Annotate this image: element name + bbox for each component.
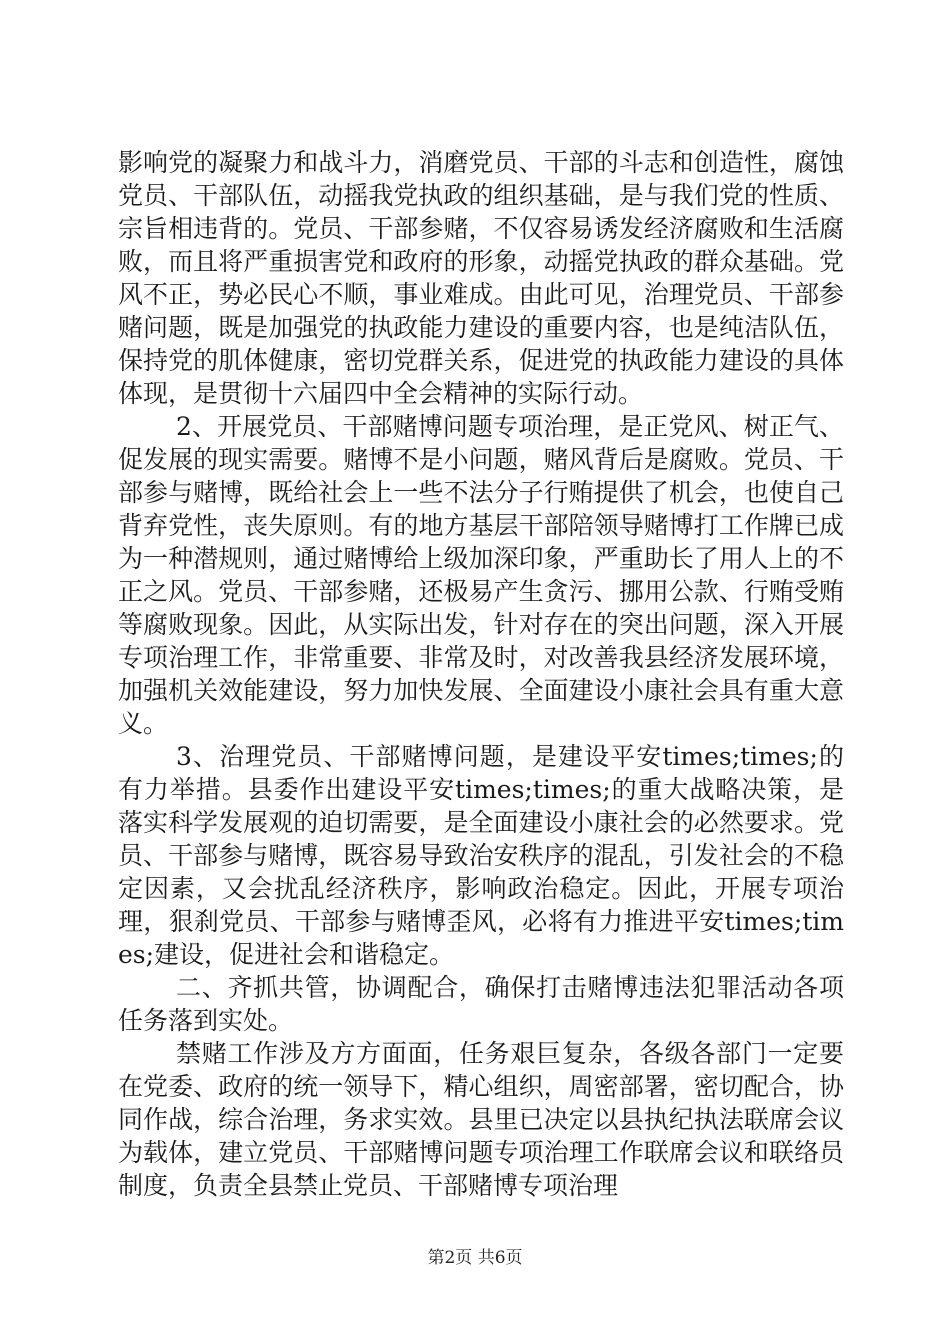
paragraph-5: 禁赌工作涉及方方面面，任务艰巨复杂，各级各部门一定要在党委、政府的统一领导下，精心组织，周密部署，密切配合，协同作战，综合治理，务求实效。县里已决定以县执纪执法联席会议为载体，建立党员、干部赌博问题专项治理工作联席会议和联络员制度，负责全县禁止党员、干部赌博专项治理 bbox=[118, 1039, 844, 1200]
document-body bbox=[118, 146, 844, 1202]
paragraph-2: 2、开展党员、干部赌博问题专项治理，是正党风、树正气、促发展的现实需要。赌博不是小问题，赌风背后是腐败。党员、干部参与赌博，既给社会上一些不法分子行贿提供了机会，也使自己背弃党性，丧失原则。有的地方基层干部陪领导赌博打工作牌已成为一种潜规则，通过赌博给上级加深印象，严重助长了用人上的不正之风。党员、干部参赌，还极易产生贪污、挪用公款、行贿受贿等腐败现象。因此，从实际出发，针对存在的突出问题，深入开展专项治理工作，非常重要、非常及时，对改善我县经济发展环境，加强机关效能建设，努力加快发展、全面建设小康社会具有重大意义。 bbox=[118, 412, 844, 738]
section-heading-2: 二、齐抓共管，协调配合，确保打击赌博违法犯罪活动各项任务落到实处。 bbox=[118, 973, 844, 1035]
page-number-footer: 第2页 共6页 bbox=[427, 1248, 523, 1268]
paragraph-1: 影响党的凝聚力和战斗力，消磨党员、干部的斗志和创造性，腐蚀党员、干部队伍，动摇我党执政的组织基础，是与我们党的性质、宗旨相违背的。党员、干部参赌，不仅容易诱发经济腐败和生活腐败，而且将严重损害党和政府的形象，动摇党执政的群众基础。党风不正，势必民心不顺，事业难成。由此可见，治理党员、干部参赌问题，既是加强党的执政能力建设的重要内容，也是纯洁队伍，保持党的肌体健康，密切党群关系，促进党的执政能力建设的具体体现，是贯彻十六届四中全会精神的实际行动。 bbox=[118, 148, 844, 408]
paragraph-3: 3、治理党员、干部赌博问题，是建设平安times;times;的有力举措。县委作出建设平安times;times;的重大战略决策，是落实科学发展观的迫切需要，是全面建设小康社会的必然要求。党员、干部参与赌博，既容易导致治安秩序的混乱，引发社会的不稳定因素，又会扰乱经济秩序，影响政治稳定。因此，开展专项治理，狠刹党员、干部参与赌博歪风，必将有力推进平安times;times;建设，促进社会和谐稳定。 bbox=[118, 742, 844, 969]
